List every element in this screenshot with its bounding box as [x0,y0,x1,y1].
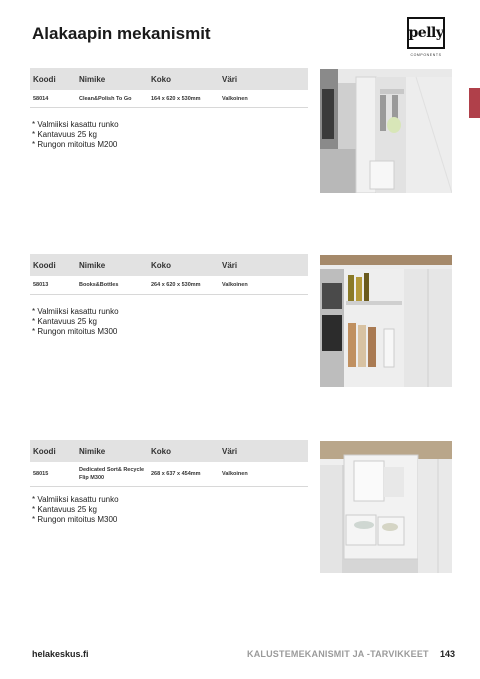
logo-wordmark: pelly [408,25,444,41]
product-block-58014 [30,68,308,150]
table-row [30,90,308,108]
product-color: Valkoinen [222,95,248,102]
header-koko: Koko [151,74,171,84]
feature-item: * Valmiiksi kasattu runko [32,307,119,316]
product-size: 268 x 637 x 454mm [151,471,201,477]
product-size: 264 x 620 x 530mm [151,282,201,288]
product-size: 164 x 620 x 530mm [151,95,201,102]
product-name: Clean&Polish To Go [79,95,132,102]
feature-item: * Valmiiksi kasattu runko [32,495,119,504]
table-row [30,462,308,487]
feature-item: * Rungon mitoitus M300 [32,327,118,336]
header-nimike: Nimike [79,446,106,456]
feature-item: * Valmiiksi kasattu runko [32,120,119,129]
product-color: Valkoinen [222,471,248,477]
feature-list [32,120,308,150]
table-header [30,440,308,462]
header-koko: Koko [151,446,171,456]
product-color: Valkoinen [222,282,248,288]
feature-item: * Kantavuus 25 kg [32,317,97,326]
header-koodi: Koodi [33,74,56,84]
product-photo-clean-polish [320,69,452,193]
feature-item: * Kantavuus 25 kg [32,505,97,514]
table-header [30,254,308,276]
product-name: Dedicated Sort& Recycle Flip M300 [79,467,145,481]
product-name: Books&Bottles [79,282,119,288]
header-nimike: Nimike [79,260,106,270]
header-vari: Väri [222,74,238,84]
feature-item: * Rungon mitoitus M300 [32,515,118,524]
header-koodi: Koodi [33,260,56,270]
product-code: 58014 [33,95,49,102]
feature-item: * Kantavuus 25 kg [32,130,97,139]
header-vari: Väri [222,446,238,456]
page-title: Alakaapin mekanismit [32,24,211,43]
product-photo-books-bottles [320,255,452,387]
footer-site: helakeskus.fi [32,649,89,659]
feature-item: * Rungon mitoitus M200 [32,140,118,149]
header-vari: Väri [222,260,238,270]
product-code: 58015 [33,471,49,477]
table-header [30,68,308,90]
footer-section: KALUSTEMEKANISMIT JA -TARVIKKEET [247,649,429,659]
product-photo-sort-recycle [320,441,452,573]
product-block-58013 [30,254,308,337]
table-row [30,276,308,295]
feature-list [32,307,308,337]
section-tab-marker [469,88,480,118]
product-code: 58013 [33,282,49,288]
header-nimike: Nimike [79,74,106,84]
brand-logo [404,17,448,59]
logo-subtitle: COMPONENTS [410,53,442,57]
product-block-58015 [30,440,308,525]
header-koko: Koko [151,260,171,270]
feature-list [32,495,308,525]
page-number: 143 [440,649,456,659]
header-koodi: Koodi [33,446,56,456]
